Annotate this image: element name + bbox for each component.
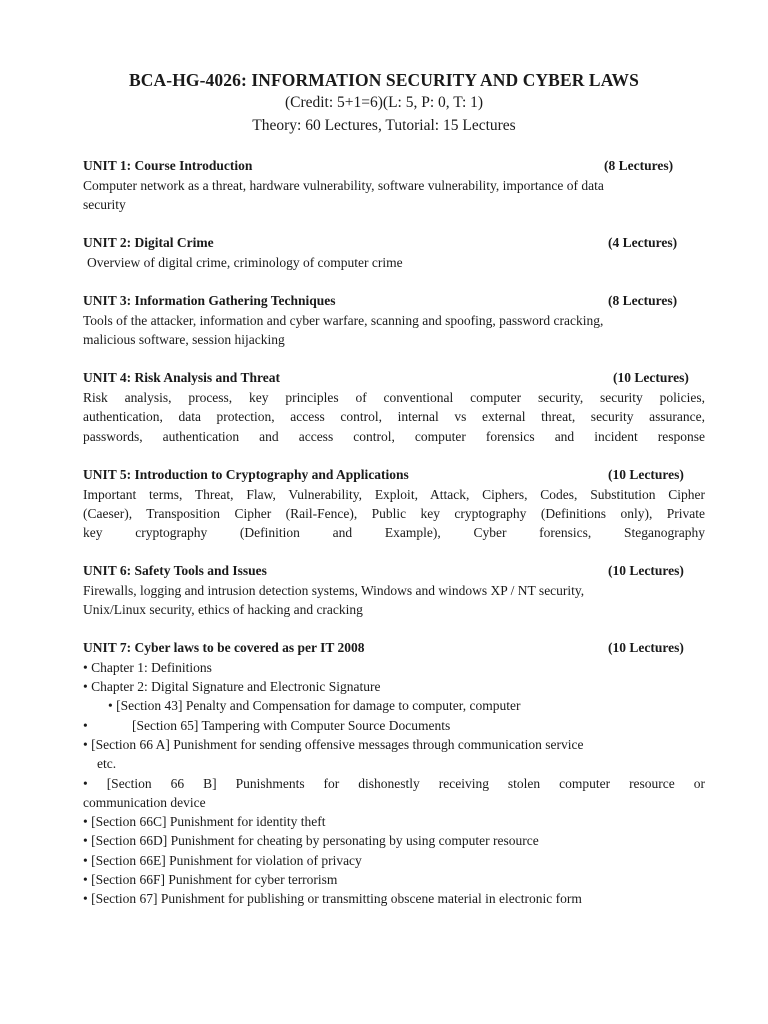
- unit-1-line-1: Computer network as a threat, hardware vulnerability, software vulnerability, importance of data: [83, 178, 604, 193]
- unit-2-line-1: Overview of digital crime, criminology of computer crime: [87, 255, 403, 270]
- unit-7-item-chapter-1: • Chapter 1: Definitions: [83, 660, 212, 675]
- unit-5-title: UNIT 5: Introduction to Cryptography and Applications: [83, 467, 409, 482]
- unit-6-heading: [83, 563, 705, 581]
- unit-7-lectures: (10 Lectures): [608, 640, 684, 655]
- unit-7-item-section-66b: • [Section 66 B] Punishments for dishonestly receiving stolen computer resource or: [83, 776, 705, 791]
- unit-3-lectures: (8 Lectures): [608, 293, 678, 308]
- credit-line: (Credit: 5+1=6)(L: 5, P: 0, T: 1): [284, 94, 484, 111]
- unit-7-item-section-66f: • [Section 66F] Punishment for cyber terrorism: [83, 872, 338, 887]
- unit-7-item-section-66e: • [Section 66E] Punishment for violation of privacy: [83, 853, 362, 868]
- unit-5-line-2: (Caeser), Transposition Cipher (Rail-Fence), Public key cryptography (Definitions only), Private: [83, 506, 705, 521]
- unit-7-item-section-65: [Section 65] Tampering with Computer Source Documents: [132, 718, 451, 733]
- unit-3-title: UNIT 3: Information Gathering Techniques: [83, 293, 336, 308]
- unit-3-line-1: Tools of the attacker, information and cyber warfare, scanning and spoofing, password cracking,: [83, 313, 604, 328]
- unit-7-item-section-66a-cont: etc.: [97, 756, 117, 771]
- unit-7-item-chapter-2: • Chapter 2: Digital Signature and Electronic Signature: [83, 679, 381, 694]
- unit-7-item-section-43: • [Section 43] Penalty and Compensation for damage to computer, computer: [108, 698, 521, 713]
- unit-4-title: UNIT 4: Risk Analysis and Threat: [83, 370, 280, 385]
- unit-4-line-3: passwords, authentication and access control, computer forensics and incident response: [83, 429, 705, 444]
- unit-7-item-section-67: • [Section 67] Punishment for publishing or transmitting obscene material in electronic form: [83, 891, 582, 906]
- unit-5-heading: [83, 467, 705, 485]
- unit-7-item-section-66c: • [Section 66C] Punishment for identity theft: [83, 814, 326, 829]
- unit-7-heading: [83, 640, 705, 658]
- unit-6-title: UNIT 6: Safety Tools and Issues: [83, 563, 267, 578]
- unit-4-line-1: Risk analysis, process, key principles of conventional computer security, security policies,: [83, 390, 705, 405]
- unit-4-lectures: (10 Lectures): [613, 370, 689, 385]
- unit-4-heading: [83, 370, 705, 388]
- unit-6-line-1: Firewalls, logging and intrusion detection systems, Windows and windows XP / NT security,: [83, 583, 585, 598]
- unit-1-heading: [83, 158, 705, 176]
- unit-3-line-2: malicious software, session hijacking: [83, 332, 285, 347]
- theory-line: Theory: 60 Lectures, Tutorial: 15 Lectures: [252, 117, 516, 134]
- unit-2-title: UNIT 2: Digital Crime: [83, 235, 214, 250]
- unit-3-heading: [83, 293, 705, 311]
- document-title: BCA-HG-4026: INFORMATION SECURITY AND CYBER LAWS: [129, 70, 639, 90]
- unit-7-item-section-66b-cont: communication device: [83, 795, 206, 810]
- unit-4-line-2: authentication, data protection, access control, internal vs external threat, security assurance,: [83, 409, 705, 424]
- unit-7-bullet-section-65: •: [83, 718, 88, 733]
- unit-5-lectures: (10 Lectures): [608, 467, 684, 482]
- unit-7-item-section-66d: • [Section 66D] Punishment for cheating by personating by using computer resource: [83, 833, 539, 848]
- unit-1-line-2: security: [83, 197, 126, 212]
- unit-2-lectures: (4 Lectures): [608, 235, 678, 250]
- unit-2-heading: [83, 235, 705, 253]
- unit-6-line-2: Unix/Linux security, ethics of hacking and cracking: [83, 602, 363, 617]
- unit-1-lectures: (8 Lectures): [604, 158, 674, 173]
- unit-7-title: UNIT 7: Cyber laws to be covered as per IT 2008: [83, 640, 365, 655]
- unit-6-lectures: (10 Lectures): [608, 563, 684, 578]
- unit-5-line-1: Important terms, Threat, Flaw, Vulnerability, Exploit, Attack, Ciphers, Codes, Substitution Cipher: [83, 487, 705, 502]
- unit-5-line-3: key cryptography (Definition and Example), Cyber forensics, Steganography: [83, 525, 705, 540]
- unit-7-item-section-66a: • [Section 66 A] Punishment for sending offensive messages through communication service: [83, 737, 584, 752]
- unit-1-title: UNIT 1: Course Introduction: [83, 158, 253, 173]
